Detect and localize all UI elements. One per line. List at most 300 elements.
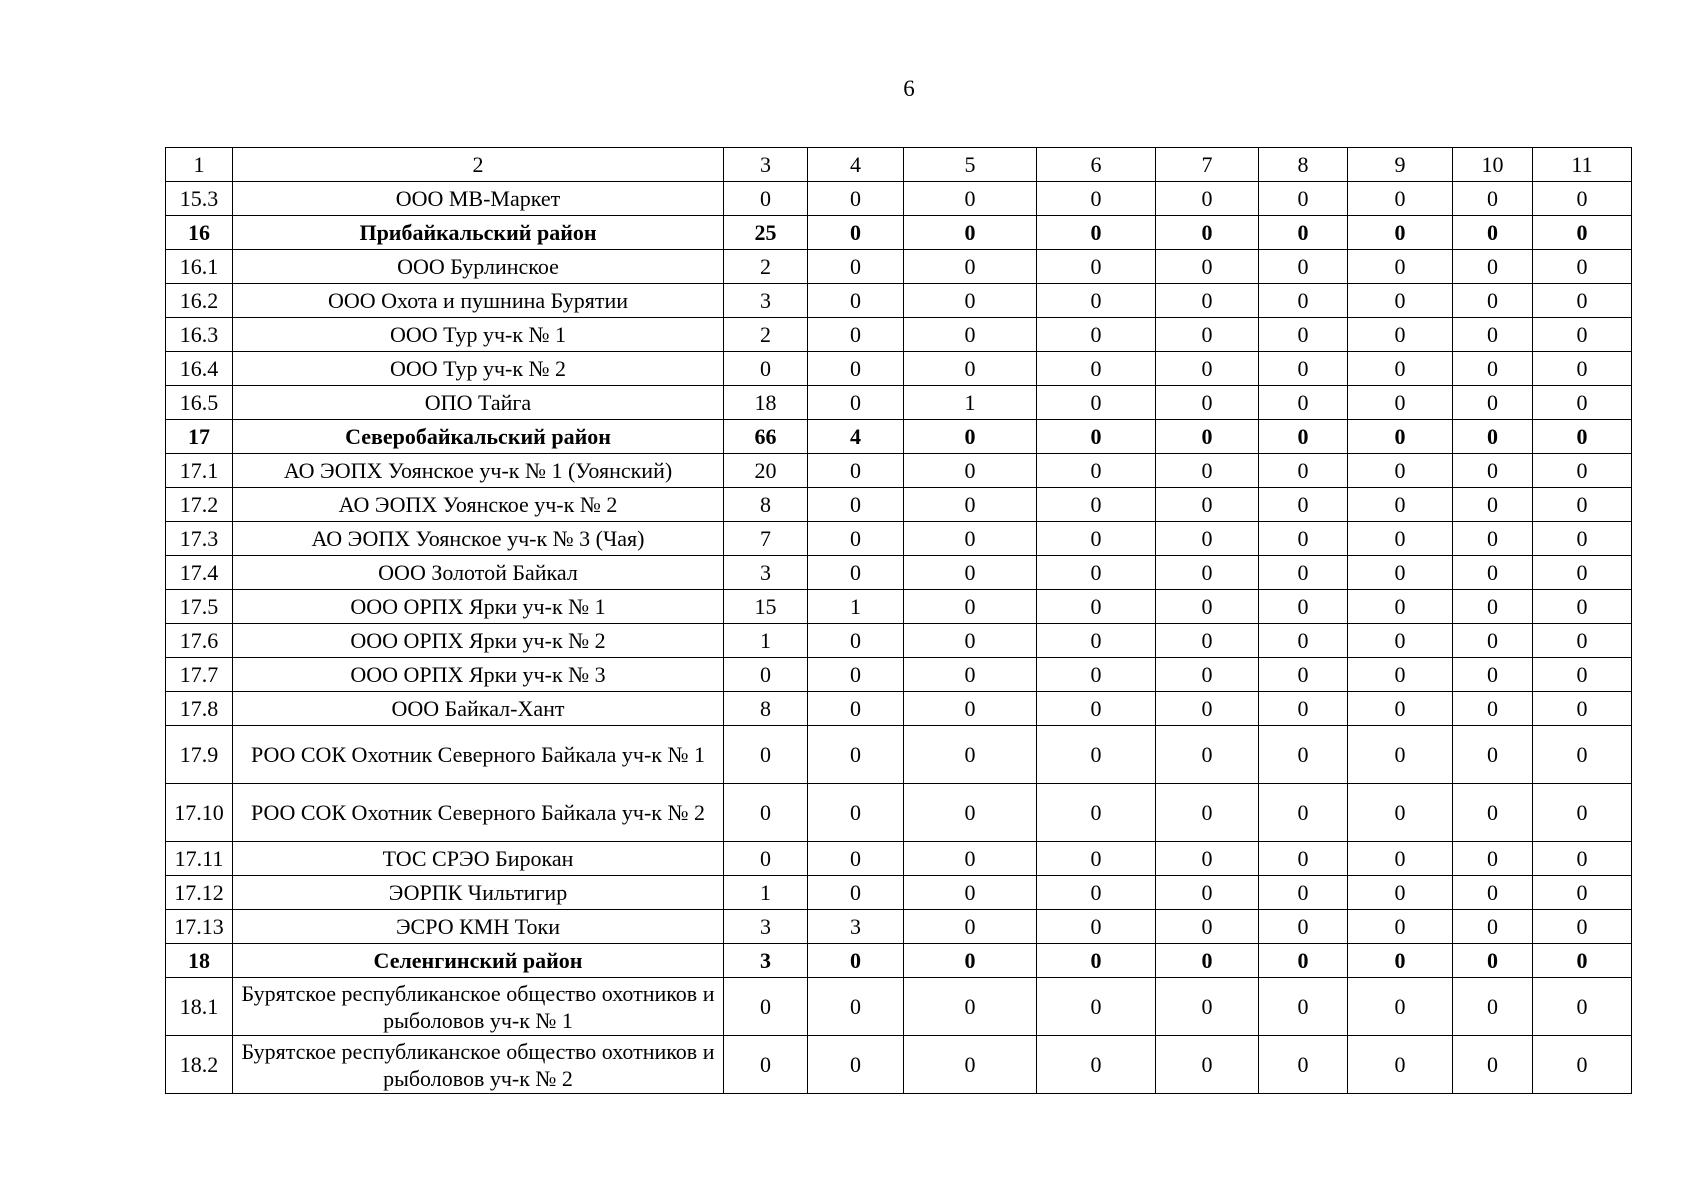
value-cell: 0 (1348, 624, 1453, 658)
value-cell: 0 (1453, 318, 1533, 352)
value-cell: 0 (1453, 590, 1533, 624)
value-cell: 15 (724, 590, 808, 624)
value-cell: 0 (1156, 658, 1259, 692)
value-cell: 0 (1453, 1036, 1533, 1094)
value-cell: 0 (1156, 284, 1259, 318)
value-cell: 0 (1037, 318, 1156, 352)
value-cell: 0 (1156, 386, 1259, 420)
value-cell: 0 (1348, 488, 1453, 522)
value-cell: 0 (1156, 522, 1259, 556)
value-cell: 0 (1453, 978, 1533, 1036)
value-cell: 0 (808, 488, 904, 522)
value-cell: 0 (1156, 624, 1259, 658)
value-cell: 0 (1348, 726, 1453, 784)
column-header: 3 (724, 148, 808, 182)
value-cell: 0 (904, 910, 1037, 944)
value-cell: 0 (1533, 454, 1632, 488)
value-cell: 0 (1453, 386, 1533, 420)
table-row (166, 784, 1632, 842)
value-cell: 0 (808, 726, 904, 784)
value-cell: 0 (1348, 692, 1453, 726)
value-cell: 0 (1037, 658, 1156, 692)
value-cell: 0 (1348, 876, 1453, 910)
value-cell: 0 (1533, 658, 1632, 692)
value-cell: 0 (1259, 876, 1348, 910)
value-cell: 0 (904, 944, 1037, 978)
value-cell: 0 (1453, 910, 1533, 944)
value-cell: 0 (1453, 624, 1533, 658)
row-index-cell: 17.10 (166, 784, 233, 842)
value-cell: 0 (1348, 978, 1453, 1036)
table-row (166, 522, 1632, 556)
value-cell: 0 (1156, 420, 1259, 454)
value-cell: 0 (1037, 454, 1156, 488)
value-cell: 0 (1037, 182, 1156, 216)
value-cell: 0 (1533, 944, 1632, 978)
value-cell: 0 (1259, 488, 1348, 522)
table-row (166, 842, 1632, 876)
table-row-district (166, 216, 1632, 250)
value-cell: 0 (808, 250, 904, 284)
table-row (166, 352, 1632, 386)
column-header: 8 (1259, 148, 1348, 182)
column-header: 5 (904, 148, 1037, 182)
value-cell: 0 (808, 454, 904, 488)
value-cell: 0 (1037, 944, 1156, 978)
value-cell: 0 (724, 978, 808, 1036)
value-cell: 0 (1348, 454, 1453, 488)
row-index-cell: 16.1 (166, 250, 233, 284)
value-cell: 0 (1156, 182, 1259, 216)
value-cell: 0 (1156, 556, 1259, 590)
value-cell: 0 (904, 318, 1037, 352)
value-cell: 0 (1533, 352, 1632, 386)
value-cell: 0 (808, 216, 904, 250)
column-header: 6 (1037, 148, 1156, 182)
value-cell: 0 (1156, 842, 1259, 876)
table-row (166, 318, 1632, 352)
value-cell: 0 (1453, 658, 1533, 692)
value-cell: 0 (904, 556, 1037, 590)
value-cell: 0 (808, 318, 904, 352)
row-index-cell: 17.11 (166, 842, 233, 876)
value-cell: 0 (904, 1036, 1037, 1094)
value-cell: 0 (808, 556, 904, 590)
value-cell: 0 (1156, 910, 1259, 944)
value-cell: 0 (1348, 318, 1453, 352)
value-cell: 0 (808, 182, 904, 216)
value-cell: 0 (904, 284, 1037, 318)
value-cell: 3 (724, 284, 808, 318)
value-cell: 0 (904, 624, 1037, 658)
row-index-cell: 16.2 (166, 284, 233, 318)
row-name-cell: ООО Тур уч-к № 2 (233, 352, 724, 386)
value-cell: 0 (1348, 556, 1453, 590)
value-cell: 0 (1156, 318, 1259, 352)
value-cell: 0 (1037, 488, 1156, 522)
column-header: 7 (1156, 148, 1259, 182)
value-cell: 0 (1259, 784, 1348, 842)
row-name-cell: Северобайкальский район (233, 420, 724, 454)
value-cell: 0 (1453, 352, 1533, 386)
row-index-cell: 16.3 (166, 318, 233, 352)
value-cell: 0 (1453, 784, 1533, 842)
value-cell: 0 (1037, 624, 1156, 658)
value-cell: 0 (1533, 784, 1632, 842)
value-cell: 0 (808, 842, 904, 876)
data-table (165, 147, 1632, 1094)
value-cell: 1 (724, 876, 808, 910)
value-cell: 0 (724, 352, 808, 386)
value-cell: 0 (1348, 182, 1453, 216)
value-cell: 1 (904, 386, 1037, 420)
value-cell: 66 (724, 420, 808, 454)
value-cell: 0 (1533, 386, 1632, 420)
value-cell: 0 (724, 726, 808, 784)
row-name-cell: Селенгинский район (233, 944, 724, 978)
value-cell: 0 (1259, 726, 1348, 784)
value-cell: 0 (808, 1036, 904, 1094)
value-cell: 0 (1533, 876, 1632, 910)
row-name-cell: ОПО Тайга (233, 386, 724, 420)
value-cell: 0 (1259, 454, 1348, 488)
value-cell: 0 (1453, 420, 1533, 454)
value-cell: 0 (1533, 318, 1632, 352)
value-cell: 0 (904, 250, 1037, 284)
column-header: 1 (166, 148, 233, 182)
value-cell: 0 (1453, 726, 1533, 784)
column-header: 4 (808, 148, 904, 182)
value-cell: 0 (904, 352, 1037, 386)
column-header: 2 (233, 148, 724, 182)
value-cell: 0 (1348, 658, 1453, 692)
value-cell: 0 (1037, 284, 1156, 318)
value-cell: 0 (1259, 692, 1348, 726)
value-cell: 0 (904, 658, 1037, 692)
value-cell: 8 (724, 692, 808, 726)
row-name-cell: ООО ОРПХ Ярки уч-к № 1 (233, 590, 724, 624)
value-cell: 0 (1533, 624, 1632, 658)
value-cell: 0 (904, 726, 1037, 784)
value-cell: 0 (904, 454, 1037, 488)
value-cell: 0 (1259, 386, 1348, 420)
value-cell: 0 (1156, 876, 1259, 910)
row-index-cell: 17.6 (166, 624, 233, 658)
value-cell: 18 (724, 386, 808, 420)
value-cell: 0 (1533, 250, 1632, 284)
value-cell: 0 (1037, 420, 1156, 454)
value-cell: 0 (1156, 944, 1259, 978)
value-cell: 0 (1156, 726, 1259, 784)
row-name-cell: ООО ОРПХ Ярки уч-к № 2 (233, 624, 724, 658)
value-cell: 8 (724, 488, 808, 522)
row-index-cell: 17.1 (166, 454, 233, 488)
row-name-cell: АО ЭОПХ Уоянское уч-к № 1 (Уоянский) (233, 454, 724, 488)
value-cell: 0 (1037, 842, 1156, 876)
value-cell: 0 (904, 182, 1037, 216)
table-body (166, 182, 1632, 1094)
value-cell: 0 (1259, 910, 1348, 944)
value-cell: 0 (1533, 1036, 1632, 1094)
value-cell: 0 (1533, 420, 1632, 454)
value-cell: 0 (808, 692, 904, 726)
row-name-cell: ЭОРПК Чильтигир (233, 876, 724, 910)
value-cell: 0 (904, 420, 1037, 454)
value-cell: 0 (1348, 250, 1453, 284)
value-cell: 0 (1037, 250, 1156, 284)
value-cell: 0 (1348, 590, 1453, 624)
value-cell: 0 (1037, 386, 1156, 420)
value-cell: 0 (1037, 590, 1156, 624)
value-cell: 0 (1348, 284, 1453, 318)
value-cell: 0 (904, 978, 1037, 1036)
row-name-cell: ТОС СРЭО Бирокан (233, 842, 724, 876)
value-cell: 2 (724, 250, 808, 284)
table-row-district (166, 944, 1632, 978)
value-cell: 0 (1156, 216, 1259, 250)
table-row (166, 624, 1632, 658)
row-name-cell: РОО СОК Охотник Северного Байкала уч-к № 2 (233, 784, 724, 842)
row-name-cell: ЭСРО КМН Токи (233, 910, 724, 944)
row-index-cell: 17.9 (166, 726, 233, 784)
row-index-cell: 18.1 (166, 978, 233, 1036)
value-cell: 0 (1037, 216, 1156, 250)
row-name-cell: ООО Байкал-Хант (233, 692, 724, 726)
value-cell: 0 (1156, 454, 1259, 488)
row-name-cell: Бурятское республиканское общество охотников и рыболовов уч-к № 1 (233, 978, 724, 1036)
row-name-cell: ООО ОРПХ Ярки уч-к № 3 (233, 658, 724, 692)
row-name-cell: ООО Охота и пушнина Бурятии (233, 284, 724, 318)
value-cell: 0 (1533, 556, 1632, 590)
value-cell: 0 (1037, 1036, 1156, 1094)
value-cell: 0 (1348, 420, 1453, 454)
value-cell: 20 (724, 454, 808, 488)
table-row (166, 454, 1632, 488)
value-cell: 0 (1259, 216, 1348, 250)
page-number: 6 (903, 76, 915, 101)
value-cell: 0 (1156, 590, 1259, 624)
value-cell: 0 (808, 944, 904, 978)
value-cell: 0 (1037, 522, 1156, 556)
value-cell: 0 (1533, 726, 1632, 784)
table-row (166, 910, 1632, 944)
row-name-cell: Бурятское республиканское общество охотников и рыболовов уч-к № 2 (233, 1036, 724, 1094)
table-row (166, 488, 1632, 522)
value-cell: 25 (724, 216, 808, 250)
value-cell: 0 (724, 182, 808, 216)
value-cell: 0 (1037, 784, 1156, 842)
table-row (166, 978, 1632, 1036)
value-cell: 0 (1259, 658, 1348, 692)
value-cell: 0 (1453, 216, 1533, 250)
value-cell: 0 (1348, 216, 1453, 250)
column-header: 10 (1453, 148, 1533, 182)
value-cell: 0 (724, 658, 808, 692)
value-cell: 0 (1453, 944, 1533, 978)
value-cell: 0 (1156, 488, 1259, 522)
value-cell: 0 (808, 624, 904, 658)
row-index-cell: 18.2 (166, 1036, 233, 1094)
row-name-cell: ООО Тур уч-к № 1 (233, 318, 724, 352)
value-cell: 0 (904, 876, 1037, 910)
row-name-cell: Прибайкальский район (233, 216, 724, 250)
table-row (166, 1036, 1632, 1094)
value-cell: 0 (1453, 876, 1533, 910)
value-cell: 0 (904, 522, 1037, 556)
value-cell: 3 (724, 910, 808, 944)
value-cell: 0 (724, 1036, 808, 1094)
row-name-cell: АО ЭОПХ Уоянское уч-к № 3 (Чая) (233, 522, 724, 556)
value-cell: 3 (724, 556, 808, 590)
value-cell: 0 (1533, 216, 1632, 250)
value-cell: 0 (1259, 624, 1348, 658)
value-cell: 0 (1453, 250, 1533, 284)
value-cell: 0 (808, 876, 904, 910)
value-cell: 0 (1453, 556, 1533, 590)
value-cell: 0 (1533, 842, 1632, 876)
value-cell: 0 (1533, 978, 1632, 1036)
value-cell: 0 (1259, 1036, 1348, 1094)
value-cell: 0 (1156, 692, 1259, 726)
value-cell: 0 (904, 784, 1037, 842)
value-cell: 0 (904, 692, 1037, 726)
value-cell: 0 (1348, 352, 1453, 386)
value-cell: 0 (904, 488, 1037, 522)
row-index-cell: 17.2 (166, 488, 233, 522)
value-cell: 0 (1453, 842, 1533, 876)
row-index-cell: 16.4 (166, 352, 233, 386)
value-cell: 0 (1259, 250, 1348, 284)
row-name-cell: ООО Бурлинское (233, 250, 724, 284)
value-cell: 0 (1348, 1036, 1453, 1094)
row-index-cell: 17.12 (166, 876, 233, 910)
value-cell: 0 (1037, 978, 1156, 1036)
column-header: 9 (1348, 148, 1453, 182)
table-row (166, 284, 1632, 318)
value-cell: 7 (724, 522, 808, 556)
row-index-cell: 15.3 (166, 182, 233, 216)
value-cell: 0 (1453, 488, 1533, 522)
row-index-cell: 17.13 (166, 910, 233, 944)
value-cell: 0 (1037, 692, 1156, 726)
value-cell: 0 (1348, 944, 1453, 978)
table-row (166, 250, 1632, 284)
row-index-cell: 16 (166, 216, 233, 250)
value-cell: 1 (724, 624, 808, 658)
value-cell: 0 (1348, 386, 1453, 420)
value-cell: 1 (808, 590, 904, 624)
value-cell: 0 (1037, 910, 1156, 944)
value-cell: 0 (1453, 454, 1533, 488)
value-cell: 0 (1259, 352, 1348, 386)
value-cell: 0 (1348, 910, 1453, 944)
table-row (166, 590, 1632, 624)
value-cell: 0 (904, 216, 1037, 250)
value-cell: 0 (724, 784, 808, 842)
value-cell: 0 (1259, 182, 1348, 216)
row-name-cell: АО ЭОПХ Уоянское уч-к № 2 (233, 488, 724, 522)
row-name-cell: ООО Золотой Байкал (233, 556, 724, 590)
value-cell: 0 (1259, 978, 1348, 1036)
value-cell: 4 (808, 420, 904, 454)
value-cell: 0 (1156, 352, 1259, 386)
value-cell: 0 (1453, 522, 1533, 556)
row-index-cell: 18 (166, 944, 233, 978)
table-row (166, 658, 1632, 692)
value-cell: 3 (724, 944, 808, 978)
value-cell: 0 (808, 784, 904, 842)
value-cell: 0 (808, 522, 904, 556)
value-cell: 0 (1259, 522, 1348, 556)
value-cell: 0 (1156, 250, 1259, 284)
value-cell: 0 (1453, 182, 1533, 216)
row-name-cell: РОО СОК Охотник Северного Байкала уч-к № 1 (233, 726, 724, 784)
table-row (166, 182, 1632, 216)
value-cell: 2 (724, 318, 808, 352)
value-cell: 0 (808, 352, 904, 386)
value-cell: 0 (808, 978, 904, 1036)
row-index-cell: 17.7 (166, 658, 233, 692)
value-cell: 0 (1348, 842, 1453, 876)
value-cell: 0 (1533, 692, 1632, 726)
value-cell: 0 (1533, 590, 1632, 624)
row-name-cell: ООО МВ-Маркет (233, 182, 724, 216)
value-cell: 0 (1156, 1036, 1259, 1094)
value-cell: 0 (1259, 420, 1348, 454)
value-cell: 0 (1533, 182, 1632, 216)
value-cell: 0 (1037, 556, 1156, 590)
value-cell: 0 (808, 386, 904, 420)
value-cell: 3 (808, 910, 904, 944)
value-cell: 0 (1156, 978, 1259, 1036)
value-cell: 0 (1037, 876, 1156, 910)
value-cell: 0 (1348, 522, 1453, 556)
table-row (166, 876, 1632, 910)
value-cell: 0 (724, 842, 808, 876)
value-cell: 0 (1533, 522, 1632, 556)
value-cell: 0 (1037, 726, 1156, 784)
value-cell: 0 (1533, 284, 1632, 318)
value-cell: 0 (808, 658, 904, 692)
value-cell: 0 (1259, 318, 1348, 352)
value-cell: 0 (1453, 284, 1533, 318)
table-row (166, 556, 1632, 590)
table-header-row (166, 148, 1632, 182)
table-row-district (166, 420, 1632, 454)
row-index-cell: 17.3 (166, 522, 233, 556)
value-cell: 0 (1259, 556, 1348, 590)
value-cell: 0 (1156, 784, 1259, 842)
row-index-cell: 17.5 (166, 590, 233, 624)
table-row (166, 726, 1632, 784)
value-cell: 0 (1533, 488, 1632, 522)
value-cell: 0 (1533, 910, 1632, 944)
table-row (166, 692, 1632, 726)
column-header: 11 (1533, 148, 1632, 182)
row-index-cell: 17.8 (166, 692, 233, 726)
row-index-cell: 17 (166, 420, 233, 454)
row-index-cell: 17.4 (166, 556, 233, 590)
value-cell: 0 (1037, 352, 1156, 386)
value-cell: 0 (904, 590, 1037, 624)
value-cell: 0 (1348, 784, 1453, 842)
value-cell: 0 (904, 842, 1037, 876)
value-cell: 0 (1259, 842, 1348, 876)
value-cell: 0 (808, 284, 904, 318)
value-cell: 0 (1259, 590, 1348, 624)
value-cell: 0 (1259, 944, 1348, 978)
table-row (166, 386, 1632, 420)
